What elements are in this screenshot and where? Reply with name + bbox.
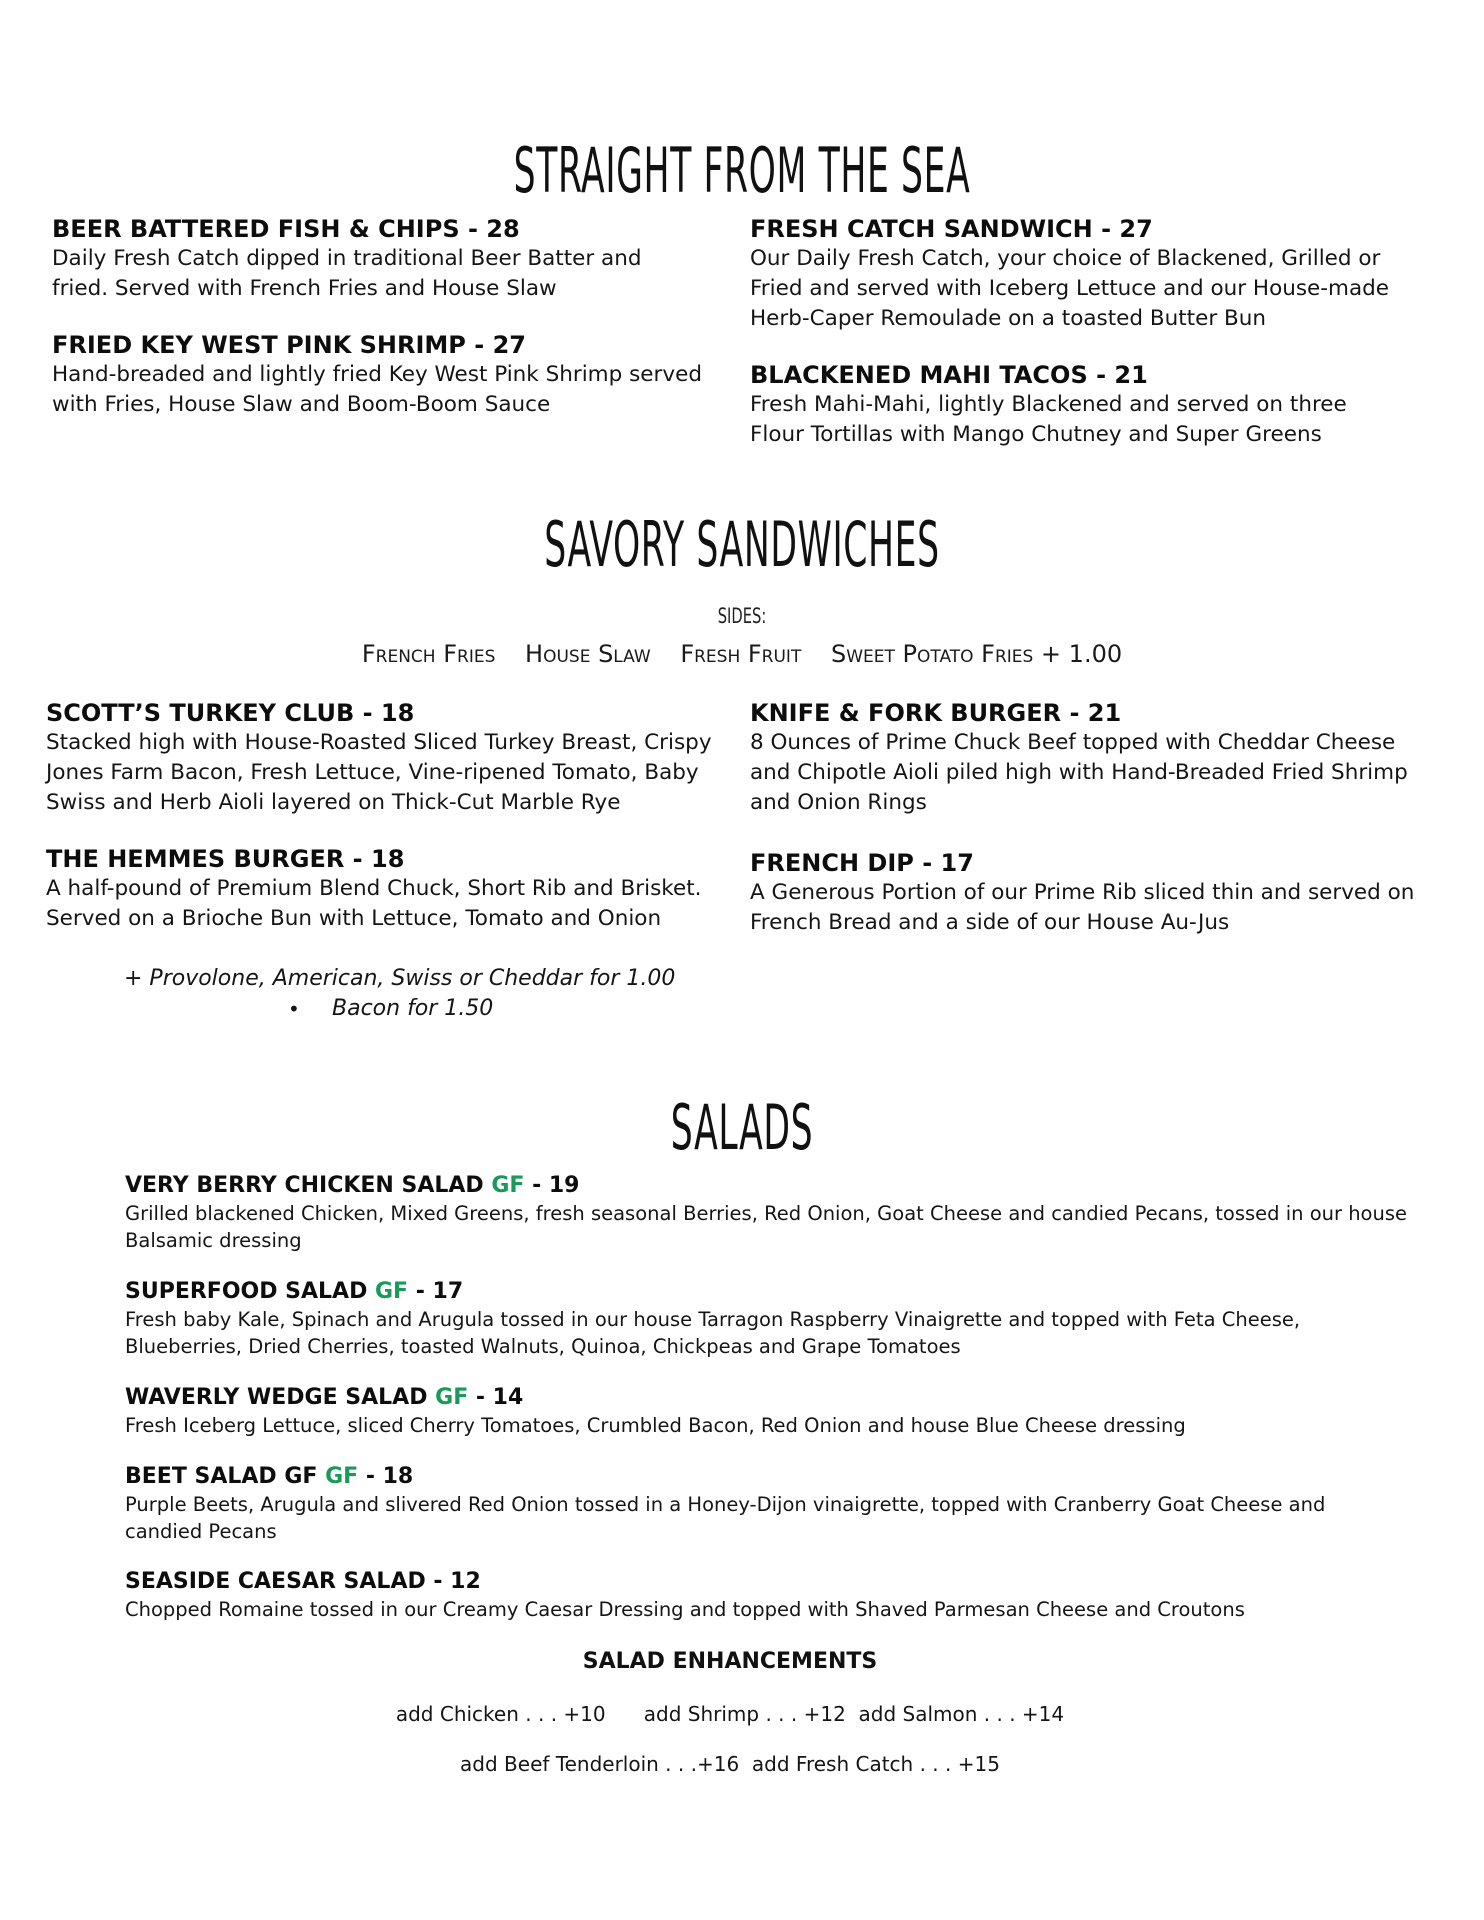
item-description: Fresh Iceberg Lettuce, sliced Cherry Tomatoes, Crumbled Bacon, Red Onion and house Blue Cheese dressing — [125, 1414, 1186, 1437]
sides-label: SIDES: — [717, 604, 767, 628]
menu-item-beet-salad — [125, 1463, 1375, 1545]
item-name: FRENCH DIP - 17 — [750, 849, 974, 877]
gf-badge: GF — [375, 1279, 409, 1304]
menu-item-very-berry-salad — [125, 1172, 1425, 1254]
item-description: Hand-breaded and lightly fried Key West Pink Shrimp served with Fries, House Slaw and Boom-Boom Sauce — [52, 362, 702, 417]
menu-item-knife-fork-burger — [750, 698, 1430, 818]
item-description: Purple Beets, Arugula and slivered Red Onion tossed in a Honey-Dijon vinaigrette, topped with Cranberry Goat Cheese and candied Pecans — [125, 1493, 1326, 1543]
menu-item-turkey-club — [46, 698, 726, 818]
menu-item-waverly-wedge-salad — [125, 1384, 1425, 1439]
side-item: House Slaw — [525, 640, 651, 668]
section-title-salads: SALADS — [670, 1091, 814, 1164]
item-description: 8 Ounces of Prime Chuck Beef topped with Cheddar Cheese and Chipotle Aioli piled high with Hand-Breaded Fried Shrimp and Onion Rings — [750, 730, 1408, 815]
side-item: French Fries — [361, 640, 496, 668]
enhancements-row: add Beef Tenderloin . . .+16 add Fresh Catch . . . +15 — [460, 1752, 1000, 1776]
item-description: Fresh baby Kale, Spinach and Arugula tossed in our house Tarragon Raspberry Vinaigrette and topped with Feta Cheese, Blueberries, Dried Cherries, toasted Walnuts, Quinoa, Chickpeas and Grape Tomatoes — [125, 1308, 1301, 1358]
item-name: SUPERFOOD SALAD GF - 17 — [125, 1279, 464, 1304]
item-name: BLACKENED MAHI TACOS - 21 — [750, 361, 1148, 389]
item-name: SEASIDE CAESAR SALAD - 12 — [125, 1569, 481, 1594]
gf-badge: GF — [435, 1385, 469, 1410]
item-name: VERY BERRY CHICKEN SALAD GF - 19 — [125, 1173, 580, 1198]
item-name: WAVERLY WEDGE SALAD GF - 14 — [125, 1385, 524, 1410]
menu-item-superfood-salad — [125, 1278, 1365, 1360]
section-title-sandwiches: SAVORY SANDWICHES — [544, 508, 940, 581]
sides-list — [0, 638, 1484, 670]
addon-cheese: + Provolone, American, Swiss or Cheddar for 1.00 — [124, 966, 676, 991]
item-description: Our Daily Fresh Catch, your choice of Blackened, Grilled or Fried and served with Iceberg Lettuce and our House-made Herb-Caper Remoulade on a toasted Butter Bun — [750, 246, 1390, 331]
bullet-icon: • — [288, 997, 300, 1021]
item-description: A half-pound of Premium Blend Chuck, Short Rib and Brisket. Served on a Brioche Bun with Lettuce, Tomato and Onion — [46, 876, 702, 931]
menu-item-hemmes-burger — [46, 844, 736, 934]
item-name: SCOTT’S TURKEY CLUB - 18 — [46, 699, 415, 727]
item-name: KNIFE & FORK BURGER - 21 — [750, 699, 1122, 727]
item-name: BEET SALAD GF GF - 18 — [125, 1464, 414, 1489]
enhancements-row: add Chicken . . . +10 add Shrimp . . . +12 add Salmon . . . +14 — [395, 1702, 1065, 1726]
item-description: Daily Fresh Catch dipped in traditional Beer Batter and fried. Served with French Fries and House Slaw — [52, 246, 642, 301]
gf-badge: GF — [491, 1173, 525, 1198]
menu-item-caesar-salad — [125, 1568, 1425, 1623]
menu-item-catch-sandwich — [750, 214, 1410, 334]
item-description: Stacked high with House-Roasted Sliced Turkey Breast, Crispy Jones Farm Bacon, Fresh Lettuce, Vine-ripened Tomato, Baby Swiss and Herb Aioli layered on Thick-Cut Marble Rye — [46, 730, 712, 815]
item-name: FRESH CATCH SANDWICH - 27 — [750, 215, 1153, 243]
menu-item-pink-shrimp — [52, 330, 722, 420]
item-name: FRIED KEY WEST PINK SHRIMP - 27 — [52, 331, 526, 359]
enhancements-title: SALAD ENHANCEMENTS — [582, 1649, 878, 1674]
menu-item-french-dip — [750, 848, 1440, 938]
side-item: Sweet Potato Fries + 1.00 — [830, 640, 1123, 668]
item-description: Chopped Romaine tossed in our Creamy Caesar Dressing and topped with Shaved Parmesan Cheese and Croutons — [125, 1598, 1245, 1621]
item-description: A Generous Portion of our Prime Rib sliced thin and served on French Bread and a side of our House Au-Jus — [750, 880, 1415, 935]
menu-item-mahi-tacos — [750, 360, 1400, 450]
addon-bacon: Bacon for 1.50 — [332, 996, 494, 1021]
item-description: Grilled blackened Chicken, Mixed Greens, fresh seasonal Berries, Red Onion, Goat Cheese and candied Pecans, tossed in our house Balsamic dressing — [125, 1202, 1408, 1252]
menu-item-fish-chips — [52, 214, 652, 304]
item-name: BEER BATTERED FISH & CHIPS - 28 — [52, 215, 520, 243]
side-item: Fresh Fruit — [680, 640, 802, 668]
gf-badge: GF — [325, 1464, 359, 1489]
item-name: THE HEMMES BURGER - 18 — [46, 845, 405, 873]
item-description: Fresh Mahi-Mahi, lightly Blackened and served on three Flour Tortillas with Mango Chutney and Super Greens — [750, 392, 1347, 447]
section-title-sea: STRAIGHT FROM THE SEA — [513, 134, 971, 207]
